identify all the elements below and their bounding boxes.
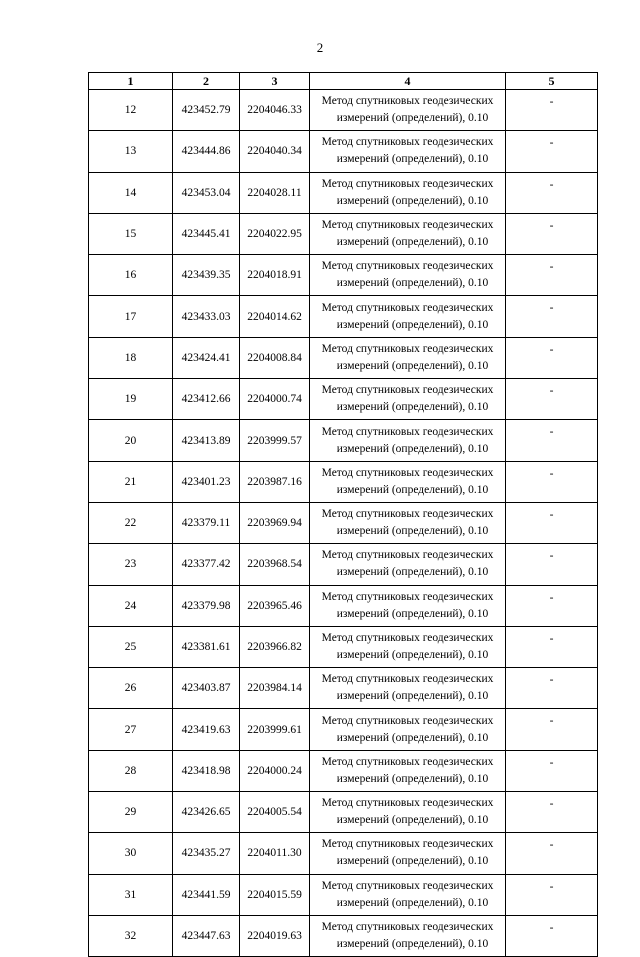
method-line-1: Метод спутниковых геодезических xyxy=(321,838,494,851)
point-number: 19 xyxy=(89,379,173,420)
table-row xyxy=(89,255,598,296)
coordinate-x: 423379.11 xyxy=(173,502,240,543)
method-line-1: Метод спутниковых геодезических xyxy=(321,136,494,149)
note-cell: - xyxy=(506,502,598,543)
method-line-1: Метод спутниковых геодезических xyxy=(321,549,494,562)
coordinate-x: 423453.04 xyxy=(173,172,240,213)
point-number: 20 xyxy=(89,420,173,461)
method-line-1: Метод спутниковых геодезических xyxy=(321,384,494,397)
coordinate-y: 2204028.11 xyxy=(240,172,310,213)
point-number: 30 xyxy=(89,833,173,874)
method-line-2: измерений (определений), 0.10 xyxy=(336,772,489,785)
table-row xyxy=(89,213,598,254)
point-number: 18 xyxy=(89,337,173,378)
method-line-2: измерений (определений), 0.10 xyxy=(336,401,489,414)
table-row xyxy=(89,833,598,874)
coordinate-y: 2203999.57 xyxy=(240,420,310,461)
method-cell xyxy=(310,461,506,502)
method-line-2: измерений (определений), 0.10 xyxy=(336,731,489,744)
coordinate-x: 423379.98 xyxy=(173,585,240,626)
method-line-2: измерений (определений), 0.10 xyxy=(336,483,489,496)
method-cell xyxy=(310,544,506,585)
method-line-1: Метод спутниковых геодезических xyxy=(321,921,494,934)
point-number: 27 xyxy=(89,709,173,750)
coordinate-y: 2203969.94 xyxy=(240,502,310,543)
header-col-1: 1 xyxy=(89,73,173,90)
method-line-2: измерений (определений), 0.10 xyxy=(336,153,489,166)
table-row xyxy=(89,172,598,213)
table-row xyxy=(89,379,598,420)
table-row xyxy=(89,668,598,709)
point-number: 32 xyxy=(89,915,173,956)
note-cell: - xyxy=(506,626,598,667)
method-cell xyxy=(310,131,506,172)
method-line-1: Метод спутниковых геодезических xyxy=(321,425,494,438)
coordinate-y: 2204015.59 xyxy=(240,874,310,915)
table-row xyxy=(89,915,598,956)
coordinate-y: 2203966.82 xyxy=(240,626,310,667)
coordinate-y: 2203999.61 xyxy=(240,709,310,750)
method-line-2: измерений (определений), 0.10 xyxy=(336,814,489,827)
note-cell: - xyxy=(506,172,598,213)
point-number: 16 xyxy=(89,255,173,296)
point-number: 25 xyxy=(89,626,173,667)
note-cell: - xyxy=(506,379,598,420)
point-number: 12 xyxy=(89,90,173,131)
table-row xyxy=(89,792,598,833)
table-row xyxy=(89,420,598,461)
coordinate-x: 423444.86 xyxy=(173,131,240,172)
method-cell xyxy=(310,668,506,709)
table-row xyxy=(89,544,598,585)
coordinate-y: 2203968.54 xyxy=(240,544,310,585)
coordinate-y: 2204005.54 xyxy=(240,792,310,833)
table-row xyxy=(89,90,598,131)
method-line-1: Метод спутниковых геодезических xyxy=(321,632,494,644)
method-line-2: измерений (определений), 0.10 xyxy=(336,855,489,868)
method-cell xyxy=(310,337,506,378)
table-row xyxy=(89,874,598,915)
method-line-2: измерений (определений), 0.10 xyxy=(336,318,489,331)
coordinate-y: 2203987.16 xyxy=(240,461,310,502)
coordinate-y: 2204000.74 xyxy=(240,379,310,420)
method-cell xyxy=(310,379,506,420)
note-cell: - xyxy=(506,90,598,131)
method-line-1: Метод спутниковых геодезических xyxy=(321,260,494,273)
header-col-2: 2 xyxy=(173,73,240,90)
table-row xyxy=(89,585,598,626)
method-line-2: измерений (определений), 0.10 xyxy=(336,938,489,951)
coordinate-x: 423419.63 xyxy=(173,709,240,750)
table-row xyxy=(89,337,598,378)
method-line-1: Метод спутниковых геодезических xyxy=(321,797,494,810)
header-col-3: 3 xyxy=(240,73,310,90)
coordinate-x: 423445.41 xyxy=(173,213,240,254)
method-line-1: Метод спутниковых геодезических xyxy=(321,95,494,108)
method-cell xyxy=(310,709,506,750)
note-cell: - xyxy=(506,131,598,172)
point-number: 26 xyxy=(89,668,173,709)
coordinate-y: 2204046.33 xyxy=(240,90,310,131)
point-number: 22 xyxy=(89,502,173,543)
coordinate-y: 2203984.14 xyxy=(240,668,310,709)
method-line-2: измерений (определений), 0.10 xyxy=(336,359,489,372)
method-cell xyxy=(310,296,506,337)
method-cell xyxy=(310,172,506,213)
point-number: 13 xyxy=(89,131,173,172)
point-number: 28 xyxy=(89,750,173,791)
coordinate-x: 423439.35 xyxy=(173,255,240,296)
coordinate-x: 423413.89 xyxy=(173,420,240,461)
method-line-2: измерений (определений), 0.10 xyxy=(336,525,489,538)
note-cell: - xyxy=(506,709,598,750)
note-cell: - xyxy=(506,420,598,461)
note-cell: - xyxy=(506,296,598,337)
method-cell xyxy=(310,255,506,296)
method-line-1: Метод спутниковых геодезических xyxy=(321,673,494,686)
coordinate-y: 2204040.34 xyxy=(240,131,310,172)
coordinate-x: 423426.65 xyxy=(173,792,240,833)
coordinate-x: 423435.27 xyxy=(173,833,240,874)
method-cell xyxy=(310,213,506,254)
point-number: 23 xyxy=(89,544,173,585)
note-cell: - xyxy=(506,337,598,378)
note-cell: - xyxy=(506,668,598,709)
method-cell xyxy=(310,874,506,915)
note-cell: - xyxy=(506,255,598,296)
coordinate-y: 2204011.30 xyxy=(240,833,310,874)
method-line-1: Метод спутниковых геодезических xyxy=(321,342,494,355)
coordinate-x: 423403.87 xyxy=(173,668,240,709)
method-line-1: Метод спутниковых геодезических xyxy=(321,755,494,768)
coordinate-y: 2204022.95 xyxy=(240,213,310,254)
note-cell: - xyxy=(506,750,598,791)
method-line-2: измерений (определений), 0.10 xyxy=(336,690,489,703)
table-row xyxy=(89,131,598,172)
point-number: 17 xyxy=(89,296,173,337)
method-cell xyxy=(310,585,506,626)
table-row xyxy=(89,626,598,667)
coordinate-x: 423418.98 xyxy=(173,750,240,791)
table-header xyxy=(89,73,598,90)
table-body xyxy=(89,90,598,957)
method-line-1: Метод спутниковых геодезических xyxy=(321,466,494,479)
point-number: 31 xyxy=(89,874,173,915)
method-line-1: Метод спутниковых геодезических xyxy=(321,177,494,190)
method-line-2: измерений (определений), 0.10 xyxy=(336,277,489,290)
method-line-1: Метод спутниковых геодезических xyxy=(321,301,494,314)
point-number: 14 xyxy=(89,172,173,213)
note-cell: - xyxy=(506,792,598,833)
point-number: 15 xyxy=(89,213,173,254)
table-row xyxy=(89,709,598,750)
coordinate-y: 2204000.24 xyxy=(240,750,310,791)
table-row xyxy=(89,502,598,543)
method-line-1: Метод спутниковых геодезических xyxy=(321,219,494,232)
method-cell xyxy=(310,750,506,791)
table-row xyxy=(89,461,598,502)
method-line-2: измерений (определений), 0.10 xyxy=(336,649,489,661)
header-col-5: 5 xyxy=(506,73,598,90)
coordinate-y: 2203965.46 xyxy=(240,585,310,626)
table-row xyxy=(89,750,598,791)
coordinate-x: 423381.61 xyxy=(173,626,240,667)
note-cell: - xyxy=(506,213,598,254)
coordinate-y: 2204018.91 xyxy=(240,255,310,296)
method-line-1: Метод спутниковых геодезических xyxy=(321,508,494,521)
note-cell: - xyxy=(506,544,598,585)
method-line-1: Метод спутниковых геодезических xyxy=(321,714,494,727)
method-line-2: измерений (определений), 0.10 xyxy=(336,236,489,249)
coordinates-table xyxy=(88,72,598,957)
coordinate-y: 2204014.62 xyxy=(240,296,310,337)
coordinate-x: 423433.03 xyxy=(173,296,240,337)
method-line-2: измерений (определений), 0.10 xyxy=(336,112,489,125)
method-cell xyxy=(310,502,506,543)
method-line-1: Метод спутниковых геодезических xyxy=(321,879,494,892)
table-row xyxy=(89,296,598,337)
note-cell: - xyxy=(506,915,598,956)
method-cell xyxy=(310,792,506,833)
coordinate-y: 2204008.84 xyxy=(240,337,310,378)
page-number: 2 xyxy=(316,40,324,55)
method-line-2: измерений (определений), 0.10 xyxy=(336,896,489,909)
method-cell xyxy=(310,626,506,667)
note-cell: - xyxy=(506,833,598,874)
header-col-4: 4 xyxy=(310,73,506,90)
coordinate-x: 423441.59 xyxy=(173,874,240,915)
coordinate-x: 423401.23 xyxy=(173,461,240,502)
point-number: 21 xyxy=(89,461,173,502)
method-line-1: Метод спутниковых геодезических xyxy=(321,590,494,603)
header-row xyxy=(89,73,598,90)
coordinate-y: 2204019.63 xyxy=(240,915,310,956)
coordinate-x: 423447.63 xyxy=(173,915,240,956)
method-cell xyxy=(310,915,506,956)
coordinate-x: 423412.66 xyxy=(173,379,240,420)
method-line-2: измерений (определений), 0.10 xyxy=(336,566,489,579)
point-number: 29 xyxy=(89,792,173,833)
point-number: 24 xyxy=(89,585,173,626)
method-cell xyxy=(310,90,506,131)
note-cell: - xyxy=(506,585,598,626)
method-cell xyxy=(310,833,506,874)
note-cell: - xyxy=(506,461,598,502)
method-line-2: измерений (определений), 0.10 xyxy=(336,442,489,455)
coordinate-x: 423452.79 xyxy=(173,90,240,131)
note-cell: - xyxy=(506,874,598,915)
coordinate-x: 423424.41 xyxy=(173,337,240,378)
method-line-2: измерений (определений), 0.10 xyxy=(336,607,489,620)
method-line-2: измерений (определений), 0.10 xyxy=(336,194,489,207)
method-cell xyxy=(310,420,506,461)
coordinate-x: 423377.42 xyxy=(173,544,240,585)
